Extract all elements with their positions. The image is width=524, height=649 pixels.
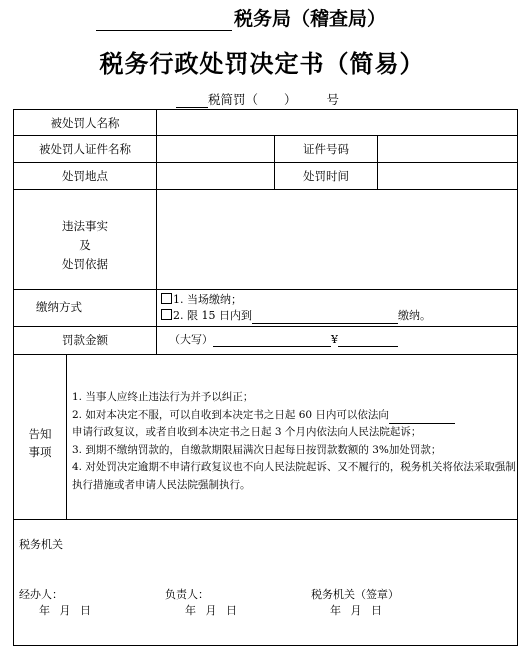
violation-facts-field[interactable] bbox=[157, 190, 517, 289]
fine-amount-label: 罚款金额 bbox=[62, 333, 108, 347]
id-number-field[interactable] bbox=[378, 136, 517, 162]
doc-number-prefix: 税简罚（ bbox=[208, 92, 259, 107]
party-name-field[interactable] bbox=[157, 110, 517, 135]
tax-authority-label: 税务机关 bbox=[19, 538, 63, 551]
notice-item: 4. 对处罚决定逾期不申请行政复议也不向人民法院起诉、又不履行的，税务机关将依法采取强制执行措施或者申请人民法院强制执行。 bbox=[72, 461, 516, 491]
notice-label: 告知 事项 bbox=[28, 427, 52, 459]
fine-amount-capital-label: （大写） bbox=[169, 333, 213, 346]
violation-facts-label bbox=[14, 217, 156, 274]
id-number-label: 证件号码 bbox=[303, 142, 349, 156]
responsible-date: 年 月 日 bbox=[185, 604, 237, 617]
fine-amount-numeric-blank[interactable] bbox=[338, 334, 398, 347]
doc-number-blank bbox=[176, 95, 208, 108]
fine-amount-field bbox=[169, 333, 509, 347]
id-document-name-field[interactable] bbox=[157, 136, 274, 162]
document-number bbox=[176, 90, 339, 108]
checkbox-icon[interactable] bbox=[161, 293, 172, 304]
checkbox-icon[interactable] bbox=[161, 309, 172, 320]
penalty-time-field[interactable] bbox=[378, 163, 517, 189]
notice-item: 申请行政复议，或者自收到本决定书之日起 3 个月内依法向人民法院起诉； bbox=[72, 426, 422, 438]
id-document-name-label: 被处罚人证件名称 bbox=[39, 142, 131, 156]
payment-method-options bbox=[161, 292, 511, 324]
responsible-person-label: 负责人： bbox=[165, 588, 209, 601]
seal-date: 年 月 日 bbox=[330, 604, 382, 617]
penalty-time-label: 处罚时间 bbox=[303, 169, 349, 183]
payment-location-blank[interactable] bbox=[252, 311, 398, 324]
bureau-name-blank bbox=[96, 12, 232, 31]
bureau-heading bbox=[96, 4, 386, 31]
payment-option-within-15-days[interactable]: 2. 限 15 日内到 缴纳。 bbox=[161, 308, 511, 324]
bureau-suffix: 税务局（稽查局） bbox=[234, 8, 387, 30]
facts-label-line-3: 处罚依据 bbox=[62, 257, 108, 271]
doc-number-middle: ） bbox=[284, 92, 297, 107]
document-title: 税务行政处罚决定书（简易） bbox=[99, 49, 425, 78]
notice-item: 3. 到期不缴纳罚款的，自缴款期限届满次日起每日按罚款数额的 3%加处罚款； bbox=[72, 443, 442, 456]
facts-label-line-1: 违法事实 bbox=[62, 219, 108, 233]
penalty-location-label: 处罚地点 bbox=[62, 169, 108, 183]
notice-item: 1. 当事人应终止违法行为并予以纠正； bbox=[72, 391, 254, 403]
review-authority-blank[interactable] bbox=[389, 412, 455, 424]
fine-amount-capital-blank[interactable] bbox=[213, 334, 331, 347]
handler-label: 经办人： bbox=[19, 588, 63, 601]
handler-date: 年 月 日 bbox=[39, 604, 91, 617]
penalty-location-field[interactable] bbox=[157, 163, 274, 189]
doc-number-suffix: 号 bbox=[326, 92, 340, 107]
currency-symbol: ¥ bbox=[331, 333, 338, 346]
notice-item: 2. 如对本决定不服，可以自收到本决定书之日起 60 日内可以依法向 bbox=[72, 407, 516, 425]
payment-option-on-site[interactable]: 1. 当场缴纳； bbox=[161, 292, 511, 308]
notice-items bbox=[72, 389, 516, 494]
facts-label-line-2: 及 bbox=[79, 238, 91, 252]
party-name-label: 被处罚人名称 bbox=[50, 116, 120, 130]
authority-seal-label: 税务机关（签章） bbox=[311, 588, 399, 601]
payment-method-label: 缴纳方式 bbox=[36, 300, 82, 314]
